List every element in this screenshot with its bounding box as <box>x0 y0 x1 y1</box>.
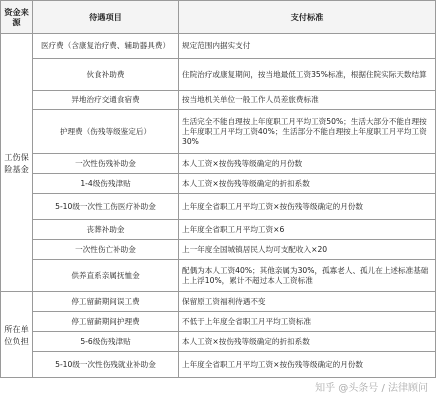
row-standard: 本人工资×按伤残等级确定的月份数 <box>179 154 436 174</box>
row-standard: 保留原工资福利待遇不变 <box>179 292 436 312</box>
header-standard: 支付标准 <box>179 1 436 34</box>
table-header-row <box>1 1 436 34</box>
table-row <box>1 332 436 352</box>
row-item: 停工留薪期间误工费 <box>33 292 179 312</box>
table-row <box>1 240 436 260</box>
row-standard: 规定范围内据实支付 <box>179 34 436 59</box>
row-item: 5-10级一次性伤残就业补助金 <box>33 352 179 378</box>
row-standard: 不低于上年度全省职工月平均工资标准 <box>179 312 436 332</box>
row-item: 丧葬补助金 <box>33 220 179 240</box>
row-item: 伙食补助费 <box>33 59 179 91</box>
row-item: 5-6级伤残津贴 <box>33 332 179 352</box>
row-standard: 上年度全省职工月平均工资×按伤残等级确定的月份数 <box>179 194 436 220</box>
watermark: 知乎 @头条号 / 法律顾问 <box>315 383 428 394</box>
row-standard: 配偶为本人工资40%；其他亲属为30%，孤寡老人、孤儿在上述标准基础上上浮10%，累计不超过本人工资标准 <box>179 260 436 292</box>
table-row <box>1 292 436 312</box>
row-item: 护理费（伤残等级鉴定后） <box>33 110 179 154</box>
row-item: 异地治疗交通食宿费 <box>33 91 179 110</box>
header-item: 待遇项目 <box>33 1 179 34</box>
table-row <box>1 220 436 240</box>
header-source: 资金来源 <box>1 1 33 34</box>
row-item: 供养直系亲属抚恤金 <box>33 260 179 292</box>
row-standard: 本人工资×按伤残等级确定的折扣系数 <box>179 174 436 194</box>
row-standard: 上年度全省职工月平均工资×按伤残等级确定的月份数 <box>179 352 436 378</box>
table-row <box>1 110 436 154</box>
row-item: 停工留薪期间护理费 <box>33 312 179 332</box>
table-row <box>1 194 436 220</box>
table-row <box>1 174 436 194</box>
row-standard: 上一年度全国城镇居民人均可支配收入×20 <box>179 240 436 260</box>
table-row <box>1 91 436 110</box>
table-row <box>1 59 436 91</box>
table-row <box>1 312 436 332</box>
row-standard: 生活完全不能自理按上年度职工月平均工资50%；生活大部分不能自理按上年度职工月平均工资40%；生活部分不能自理按上年度职工月平均工资30% <box>179 110 436 154</box>
group-employer-label: 所在单位负担 <box>1 292 33 378</box>
row-standard: 本人工资×按伤残等级确定的折扣系数 <box>179 332 436 352</box>
table-row <box>1 154 436 174</box>
row-item: 5-10级一次性工伤医疗补助金 <box>33 194 179 220</box>
row-item: 医疗费（含康复治疗费、辅助器具费） <box>33 34 179 59</box>
row-item: 一次性伤亡补助金 <box>33 240 179 260</box>
row-item: 一次性伤残补助金 <box>33 154 179 174</box>
row-standard: 上年度全省职工月平均工资×6 <box>179 220 436 240</box>
table-row <box>1 352 436 378</box>
row-item: 1-4级伤残津贴 <box>33 174 179 194</box>
row-standard: 住院治疗或康复期间，按当地最低工资35%标准，根据住院实际天数结算 <box>179 59 436 91</box>
table-row <box>1 34 436 59</box>
table-row <box>1 260 436 292</box>
group-fund-label: 工伤保险基金 <box>1 34 33 292</box>
row-standard: 按当地机关单位一般工作人员差旅费标准 <box>179 91 436 110</box>
